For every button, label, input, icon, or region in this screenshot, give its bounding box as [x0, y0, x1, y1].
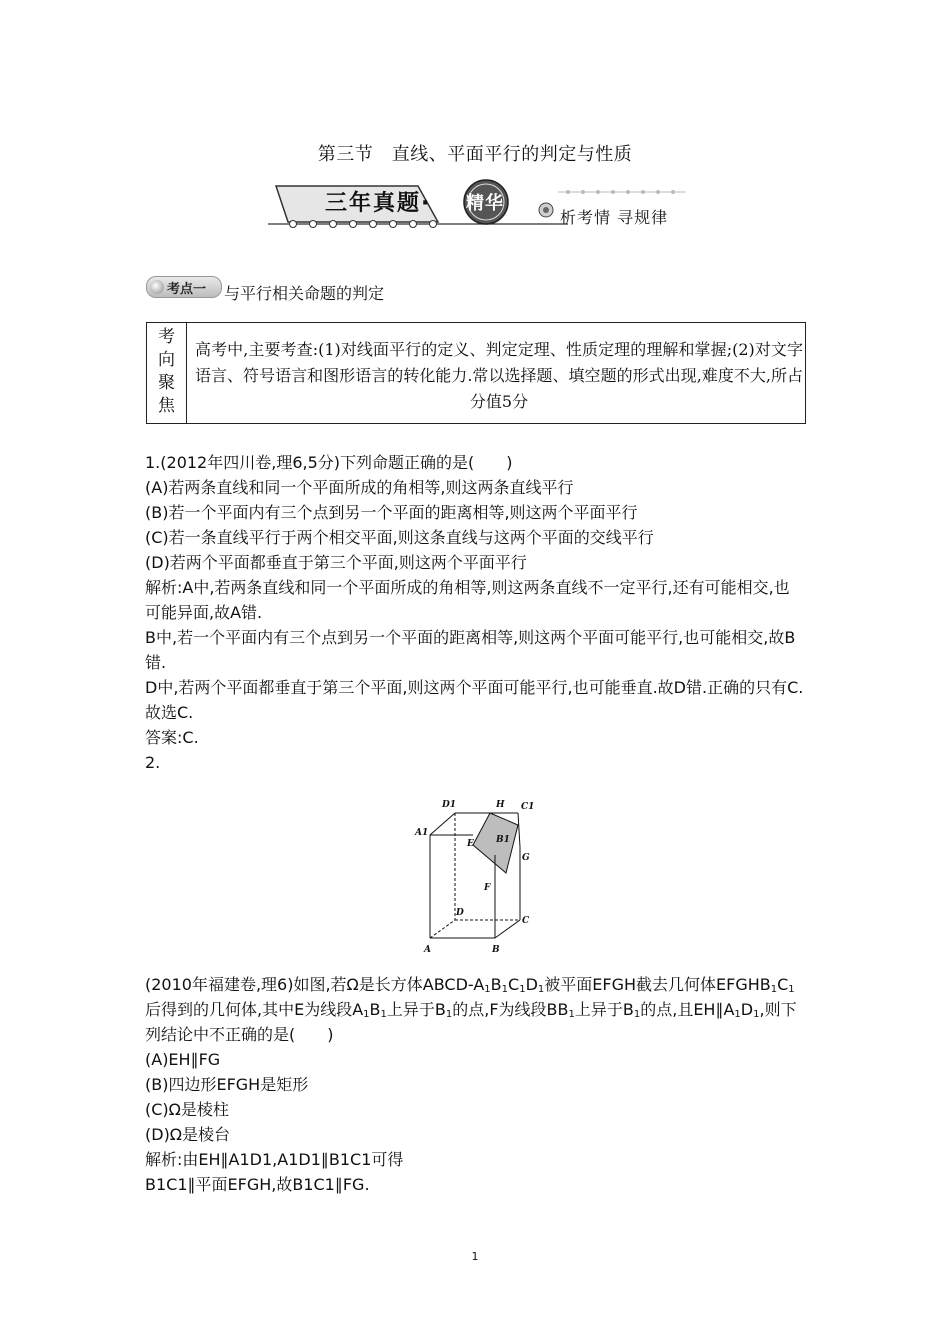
option-d: (D)Ω是棱台 [145, 1125, 231, 1144]
focus-head-char: 向 [158, 350, 175, 370]
banner-label: 三年真题· [325, 191, 432, 216]
label-e: E [467, 839, 474, 849]
option-c: (C)Ω是棱柱 [145, 1100, 229, 1119]
question-stem: (2010年福建卷,理6)如图,若Ω是长方体ABCD-$A_1B_1C_1D_1$被平面EFGH截去几何体$EFGHB_1C_1$后得到的几何体,其中E为线段$A_1B_1$上异于$B_1$的点,F为线段$BB_1$上异于$B_1$的点,且$EH\parallel A_1D_1$,则下列结论中不正确的是( ) [145, 975, 797, 1044]
answer: 答案:C. [145, 728, 199, 747]
badge-dot-icon [150, 280, 164, 294]
focus-head-char: 聚 [158, 373, 175, 393]
label-c: C [522, 916, 530, 926]
section-badge-label: 考点一 [167, 282, 207, 297]
option-c: (C)若一条直线平行于两个相交平面,则这条直线与这两个平面的交线平行 [145, 528, 654, 547]
cuboid-figure [410, 795, 540, 960]
page-title: 第三节 直线、平面平行的判定与性质 [317, 144, 633, 165]
question-stem: 1.(2012年四川卷,理6,5分)下列命题正确的是( ) [145, 453, 513, 472]
banner-subtitle: 析考情 寻规律 [560, 208, 669, 227]
option-b: (B)若一个平面内有三个点到另一个平面的距离相等,则这两个平面平行 [145, 503, 638, 522]
option-d: (D)若两个平面都垂直于第三个平面,则这两个平面平行 [145, 553, 527, 572]
question-number: 2. [145, 753, 161, 772]
label-h: H [496, 800, 505, 810]
focus-table [146, 322, 806, 424]
page-number: 1 [471, 1250, 479, 1263]
label-c1: C1 [521, 802, 535, 812]
focus-table-text: 高考中,主要考查:(1)对线面平行的定义、判定定理、性质定理的理解和掌握;(2)对文字语言、符号语言和图形语言的转化能力.常以选择题、填空题的形式出现,难度不大,所占分值5分 [195, 340, 803, 411]
question-1 [145, 450, 805, 775]
analysis-paragraph: D中,若两个平面都垂直于第三个平面,则这两个平面可能平行,也可能垂直.故D错.正确的只有C. [145, 678, 804, 697]
analysis-conclusion: 故选C. [145, 703, 194, 722]
label-b1: B1 [496, 835, 510, 845]
focus-head-char: 焦 [158, 396, 175, 416]
label-b: B [492, 945, 500, 955]
label-g: G [522, 853, 530, 863]
focus-table-header [147, 323, 187, 423]
option-a: (A)若两条直线和同一个平面所成的角相等,则这两条直线平行 [145, 478, 574, 497]
analysis-paragraph: 解析:A中,若两条直线和同一个平面所成的角相等,则这两条直线不一定平行,还有可能相交,也可能异面,故A错. [145, 578, 790, 622]
label-d1: D1 [442, 800, 457, 810]
label-d: D [456, 908, 464, 918]
analysis-paragraph: B中,若一个平面内有三个点到另一个平面的距离相等,则这两个平面可能平行,也可能相交,故B错. [145, 628, 796, 672]
label-a1: A1 [415, 828, 429, 838]
analysis-line: 解析:由EH∥A1D1,A1D1∥B1C1可得 [145, 1150, 404, 1169]
section-title: 与平行相关命题的判定 [224, 284, 385, 303]
label-a: A [424, 945, 431, 955]
analysis-line: B1C1∥平面EFGH,故B1C1∥FG. [145, 1175, 370, 1194]
label-f: F [484, 883, 491, 893]
option-b: (B)四边形EFGH是矩形 [145, 1075, 309, 1094]
option-a: (A)EH∥FG [145, 1050, 221, 1069]
section-badge [146, 276, 222, 298]
question-2 [145, 972, 805, 1197]
focus-head-char: 考 [158, 327, 175, 347]
banner-seal: 精华 [466, 193, 504, 214]
